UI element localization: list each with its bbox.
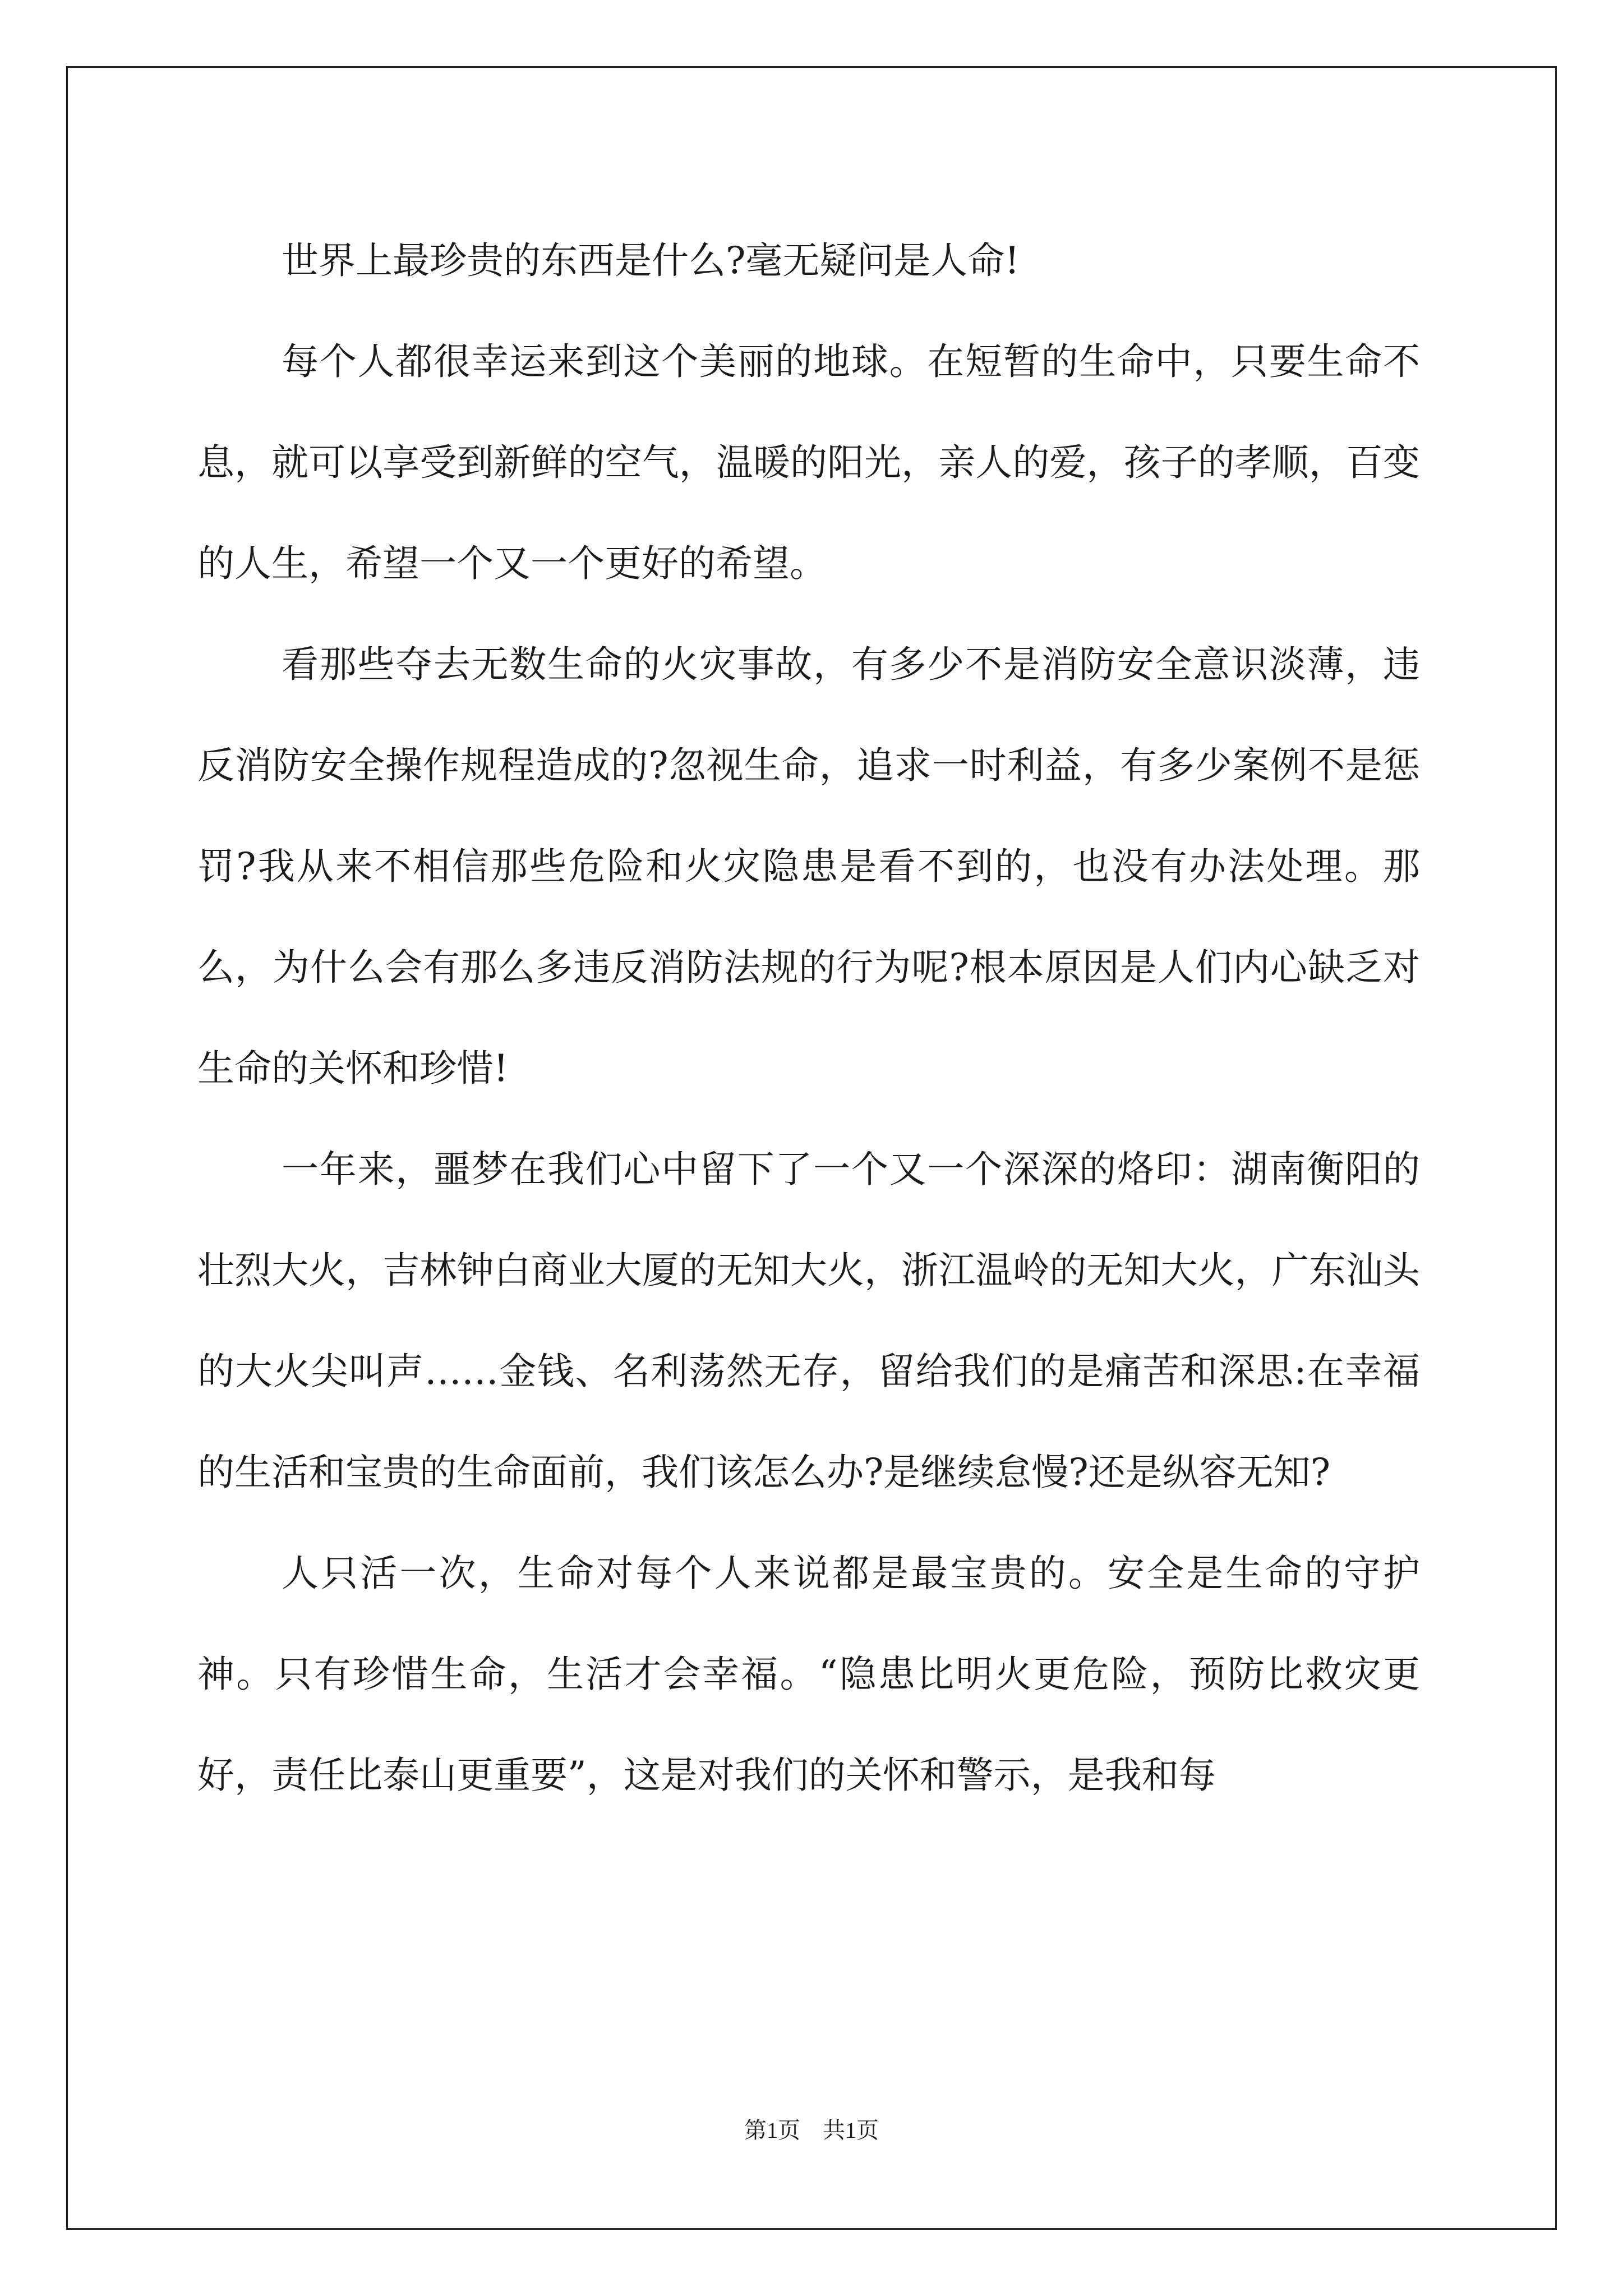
paragraph-2: 每个人都很幸运来到这个美丽的地球。在短暂的生命中，只要生命不息，就可以享受到新鲜的空气，温暖的阳光，亲人的爱，孩子的孝顺，百变的人生，希望一个又一个更好的希望。 bbox=[197, 340, 1420, 585]
page-footer: 第1页 共1页 bbox=[744, 2118, 879, 2143]
document-body bbox=[197, 210, 1420, 1826]
paragraph-3: 看那些夺去无数生命的火灾事故，有多少不是消防安全意识淡薄，违反消防安全操作规程造成的?忽视生命，追求一时利益，有多少案例不是惩罚?我从来不相信那些危险和火灾隐患是看不到的，也没有办法处理。那么，为什么会有那么多违反消防法规的行为呢?根本原因是人们内心缺乏对生命的关怀和珍惜! bbox=[197, 643, 1420, 1090]
paragraph-4: 一年来，噩梦在我们心中留下了一个又一个深深的烙印：湖南衡阳的壮烈大火，吉林钟白商业大厦的无知大火，浙江温岭的无知大火，广东汕头的大火尖叫声……金钱、名利荡然无存，留给我们的是痛苦和深思:在幸福的生活和宝贵的生命面前，我们该怎么办?是继续怠慢?还是纵容无知? bbox=[197, 1148, 1420, 1494]
paragraph-1: 世界上最珍贵的东西是什么?毫无疑问是人命! bbox=[282, 239, 1020, 282]
paragraph-5: 人只活一次，生命对每个人来说都是最宝贵的。安全是生命的守护神。只有珍惜生命，生活才会幸福。“隐患比明火更危险，预防比救灾更好，责任比泰山更重要”，这是对我们的关怀和警示，是我和每 bbox=[197, 1552, 1420, 1797]
